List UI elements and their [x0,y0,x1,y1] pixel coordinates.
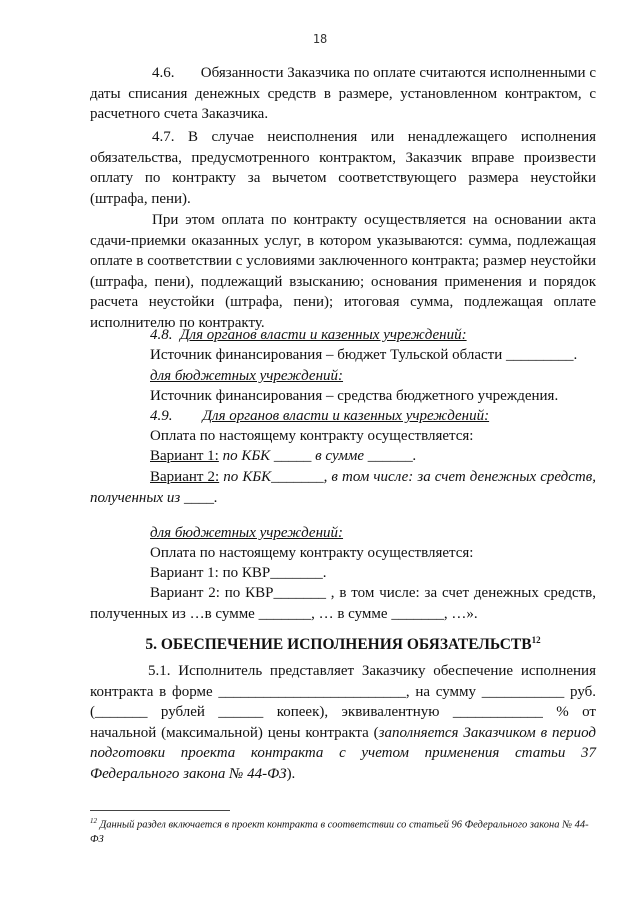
paragraph-4-7: 4.7. В случае неисполнения или ненадлежащего исполнения обязательства, предусмотренного контрактом, Заказчик вправе произвести оплату по контракту за вычетом соответствующего размера неустойки (штрафа, пени). [90,129,596,207]
footnote-12 [90,814,590,847]
paragraph-4-8-label: Для органов власти и казенных учреждений: [180,327,467,343]
paragraph-4-9-number: 4.9. [150,408,173,424]
paragraph-4-9-label: Для органов власти и казенных учреждений: [202,408,490,424]
payment-intro-1: Оплата по настоящему контракту осуществляется: [150,428,474,444]
variant-1-label: Вариант 1: [150,448,219,464]
footnote-ref-12: 12 [531,635,541,645]
paragraph-4-9-heading [90,406,596,427]
funding-source-tula-budget: Источник финансирования – бюджет Тульской области _________. [150,347,578,363]
funding-source-budget-institution: Источник финансирования – средства бюджетного учреждения. [150,388,559,404]
budget-institutions-label: для бюджетных учреждений: [150,368,344,384]
paragraph-5-1-italic-note: заполняется Заказчиком в период подготовки проекта контракта с учетом применения статьи 37 Федерального закона № 44-ФЗ [90,724,596,782]
budget-institutions-label-2: для бюджетных учреждений: [150,525,344,541]
variant-1-kvr: Вариант 1: по КВР_______. [150,565,327,581]
paragraph-5-1: 5.1. Исполнитель представляет Заказчику обеспечение исполнения контракта в форме _________________________, на сумму ___________ руб. (_______ рублей ______ копеек), эквивалентную ____________ % от начальной (максимальной) цены контракта (заполняется Заказчиком в период подготовки проекта контракта с учетом применения статьи 37 Федерального закона № 44-ФЗ). [90,663,596,782]
paragraph-4-7-payment-basis: При этом оплата по контракту осуществляется на основании акта сдачи-приемки оказанных услуг, в котором указываются: сумма, подлежащая оплате в соответствии с условиями заключенного контракта; размер неустойки (штрафа, пени), подлежащий взысканию; основания применения и порядок расчета неустойки (штрафа, пени); итоговая сумма, подлежащая оплате исполнителю по контракту. [90,212,596,331]
footnote-separator [90,810,230,811]
variant-2-kvr: Вариант 2: по КВР_______ , в том числе: за счет денежных средств, полученных из …в сумме _______, … в сумме _______, …». [90,585,596,622]
variant-1-kbk [90,446,596,467]
paragraph-4-8-heading [90,325,596,346]
footnote-text: Данный раздел включается в проект контракта в соответствии со статьей 96 Федерального закона № 44-ФЗ [90,819,589,845]
paragraph-4-6: 4.6. Обязанности Заказчика по оплате считаются исполненными с даты списания денежных средств в размере, установленном контрактом, с расчетного счета Заказчика. [90,65,596,123]
variant-2-kbk [90,467,596,508]
variant-2-label: Вариант 2: [150,469,220,485]
variant-1-text: по КБК _____ в сумме ______. [218,448,417,464]
section-5-title: 5. ОБЕСПЕЧЕНИЕ ИСПОЛНЕНИЯ ОБЯЗАТЕЛЬСТВ$^{12}$ [145,635,541,654]
paragraph-4-8-number: 4.8. [150,327,173,343]
page-number: 18 [312,32,328,46]
payment-intro-2: Оплата по настоящему контракту осуществляется: [150,545,474,561]
variant-2-text: по КБК_______, в том числе: за счет денежных средств, полученных из ____. [90,469,596,506]
footnote-number: 12 [90,817,97,825]
